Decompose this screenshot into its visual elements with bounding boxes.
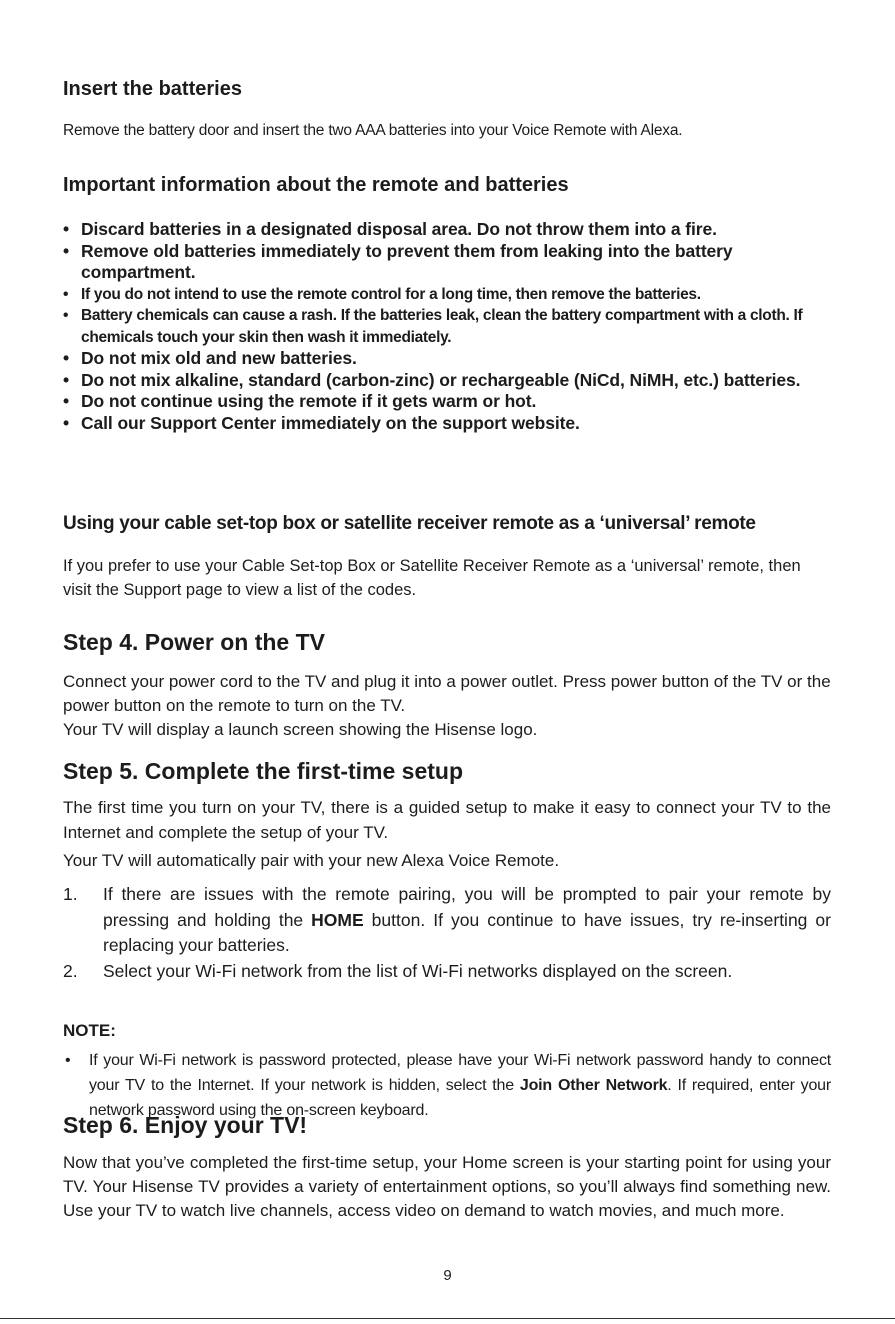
note-label: NOTE:	[63, 1021, 116, 1040]
warning-item: • Do not mix alkaline, standard (carbon-zinc) or rechargeable (NiCd, NiMH, etc.) batteries.	[63, 370, 831, 392]
step-number: 2.	[63, 960, 78, 981]
step-6-text: Now that you’ve completed the first-time setup, your Home screen is your starting point for using your TV. Your Hisense TV provides a variety of entertainment options, so you’ll always find something new. Use your TV to watch live channels, access video on demand to watch movies, and much more.	[63, 1153, 831, 1220]
step-5-pair-text: Your TV will automatically pair with your new Alexa Voice Remote.	[63, 851, 560, 870]
battery-warning-list	[63, 219, 831, 434]
section-title-important-info: Important information about the remote and batteries	[63, 174, 569, 196]
join-other-network-label: Join Other Network	[519, 1077, 668, 1094]
universal-remote-text: If you prefer to use your Cable Set-top Box or Satellite Receiver Remote as a ‘universal’ remote, then visit the Support page to view a list of the codes.	[63, 557, 801, 599]
home-button-label: HOME	[311, 909, 364, 930]
setup-steps-list	[63, 882, 831, 984]
warning-item: • Battery chemicals can cause a rash. If the batteries leak, clean the battery compartment with a cloth. If chemicals touch your skin then wash it immediately.	[63, 305, 831, 348]
warning-item: • Do not continue using the remote if it gets warm or hot.	[63, 391, 831, 413]
warning-item: • Do not mix old and new batteries.	[63, 348, 831, 370]
step-5-intro: The first time you turn on your TV, there is a guided setup to make it easy to connect your TV to the Internet and complete the setup of your TV.	[63, 798, 831, 842]
setup-step-item: 2. Select your Wi-Fi network from the list of Wi-Fi networks displayed on the screen.	[63, 959, 831, 985]
warning-item: • Remove old batteries immediately to prevent them from leaking into the battery compartment.	[63, 241, 831, 284]
warning-item: • Discard batteries in a designated disposal area. Do not throw them into a fire.	[63, 219, 831, 241]
step-4-text: Connect your power cord to the TV and plug it into a power outlet. Press power button of the TV or the power button on the remote to turn on the TV.	[63, 672, 831, 715]
step-6-title: Step 6. Enjoy your TV!	[63, 1112, 308, 1138]
page-number: 9	[443, 1267, 452, 1284]
section-title-insert-batteries: Insert the batteries	[63, 78, 242, 100]
step-4-logo-text: Your TV will display a launch screen showing the Hisense logo.	[63, 720, 538, 739]
step-4-title: Step 4. Power on the TV	[63, 629, 325, 655]
note-item: • If your Wi-Fi network is password protected, please have your Wi-Fi network password handy to connect your TV to the Internet. If your network is hidden, select the Join Other Network. If required, enter your network password using the on-screen keyboard.	[63, 1048, 831, 1123]
insert-batteries-text: Remove the battery door and insert the two AAA batteries into your Voice Remote with Alexa.	[63, 122, 683, 139]
setup-step-item: 1. If there are issues with the remote pairing, you will be prompted to pair your remote by pressing and holding the HOME button. If you continue to have issues, try re-inserting or replacing your batteries.	[63, 884, 831, 955]
step-5-title: Step 5. Complete the first-time setup	[63, 758, 464, 784]
warning-item: • If you do not intend to use the remote control for a long time, then remove the batteries.	[63, 284, 831, 306]
page-bottom-rule	[0, 1318, 895, 1319]
section-title-universal-remote: Using your cable set-top box or satellite receiver remote as a ‘universal’ remote	[63, 513, 756, 534]
step-number: 1.	[63, 884, 78, 904]
warning-item: • Call our Support Center immediately on the support website.	[63, 413, 831, 435]
